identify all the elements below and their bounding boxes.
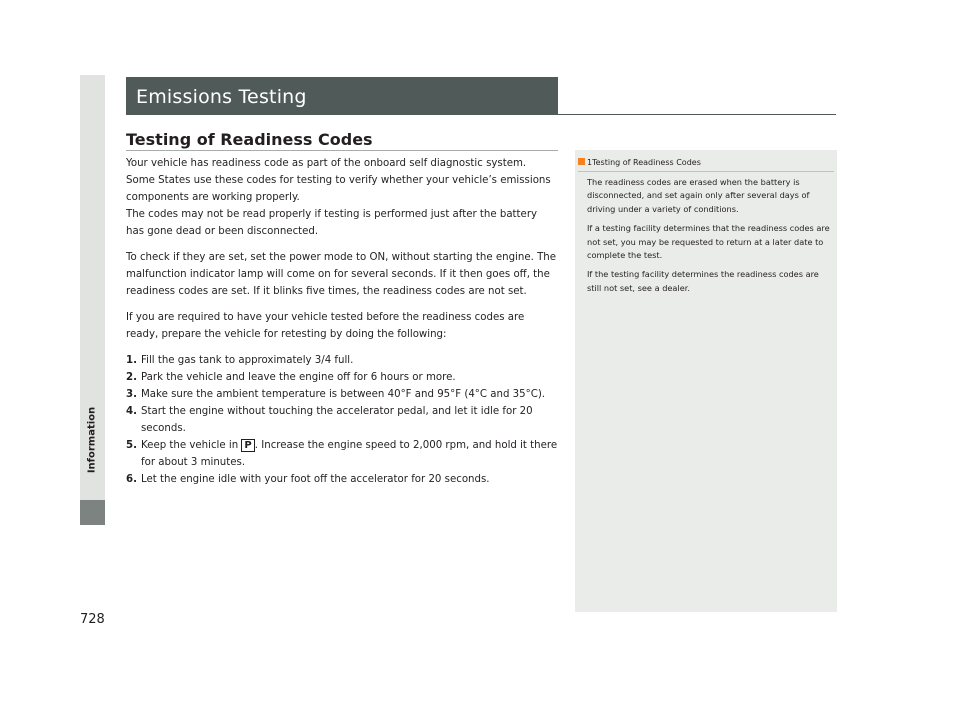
intro-paragraph-1: Your vehicle has readiness code as part of the onboard self diagnostic system. Some States use these codes for testing to verify whether your vehicle’s emissions components are working properly. The codes may not be read properly if testing is performed just after the battery has gone dead or been disconnected.	[126, 158, 551, 237]
step-item	[126, 369, 558, 386]
step-number: 4.	[126, 406, 137, 417]
step-item	[126, 471, 558, 488]
step-number: 5.	[126, 440, 137, 451]
step-text: Let the engine idle with your foot off the accelerator for 20 seconds.	[141, 474, 490, 485]
step-text: Start the engine without touching the accelerator pedal, and let it idle for 20 seconds.	[141, 406, 533, 434]
side-tab-marker	[80, 500, 105, 525]
sidebar-text	[587, 176, 832, 301]
sidebar-heading-text: Testing of Readiness Codes	[592, 158, 701, 167]
step-item	[126, 403, 558, 437]
intro-paragraph-2: To check if they are set, set the power mode to ON, without starting the engine. The malfunction indicator lamp will come on for several seconds. If it then goes off, the readiness codes are set. If it blinks five times, the readiness codes are not set.	[126, 252, 557, 297]
page-number: 728	[80, 612, 105, 627]
sidebar-paragraph-1: The readiness codes are erased when the battery is disconnected, and set again only after several days of driving under a variety of conditions.	[587, 177, 810, 214]
chapter-title-bar	[126, 77, 558, 115]
sidebar-heading-rule	[578, 171, 834, 172]
sidebar-note-box	[575, 150, 837, 612]
step-number: 3.	[126, 389, 137, 400]
park-position-icon: P	[241, 439, 254, 452]
step-item	[126, 386, 558, 403]
step-text: Make sure the ambient temperature is between 40°F and 95°F (4°C and 35°C).	[141, 389, 546, 400]
step-number: 6.	[126, 474, 137, 485]
section-heading: Testing of Readiness Codes	[126, 130, 373, 149]
step-text: Park the vehicle and leave the engine off for 6 hours or more.	[141, 372, 456, 383]
sidebar-ref-number: 1	[587, 158, 593, 167]
step-item	[126, 352, 558, 369]
step-text-before: Keep the vehicle in	[141, 440, 242, 451]
step-text-after: . Increase the engine speed to 2,000 rpm, and hold it there for about 3 minutes.	[141, 440, 558, 468]
step-text: Fill the gas tank to approximately 3/4 full.	[141, 355, 354, 366]
reference-icon	[578, 158, 585, 165]
step-number: 2.	[126, 372, 137, 383]
steps-list	[126, 352, 558, 488]
title-rule	[126, 114, 836, 115]
body-text	[126, 155, 558, 488]
side-tab-label: Information	[86, 406, 98, 474]
chapter-title: Emissions Testing	[136, 86, 307, 108]
intro-paragraph-3: If you are required to have your vehicle tested before the readiness codes are ready, prepare the vehicle for retesting by doing the following:	[126, 312, 525, 340]
sidebar-heading	[578, 158, 701, 167]
heading-rule	[126, 150, 558, 151]
sidebar-paragraph-3: If the testing facility determines the readiness codes are still not set, see a dealer.	[587, 269, 819, 293]
step-number: 1.	[126, 355, 137, 366]
sidebar-paragraph-2: If a testing facility determines that the readiness codes are not set, you may be requested to return at a later date to complete the test.	[587, 223, 830, 261]
step-item	[126, 437, 558, 471]
